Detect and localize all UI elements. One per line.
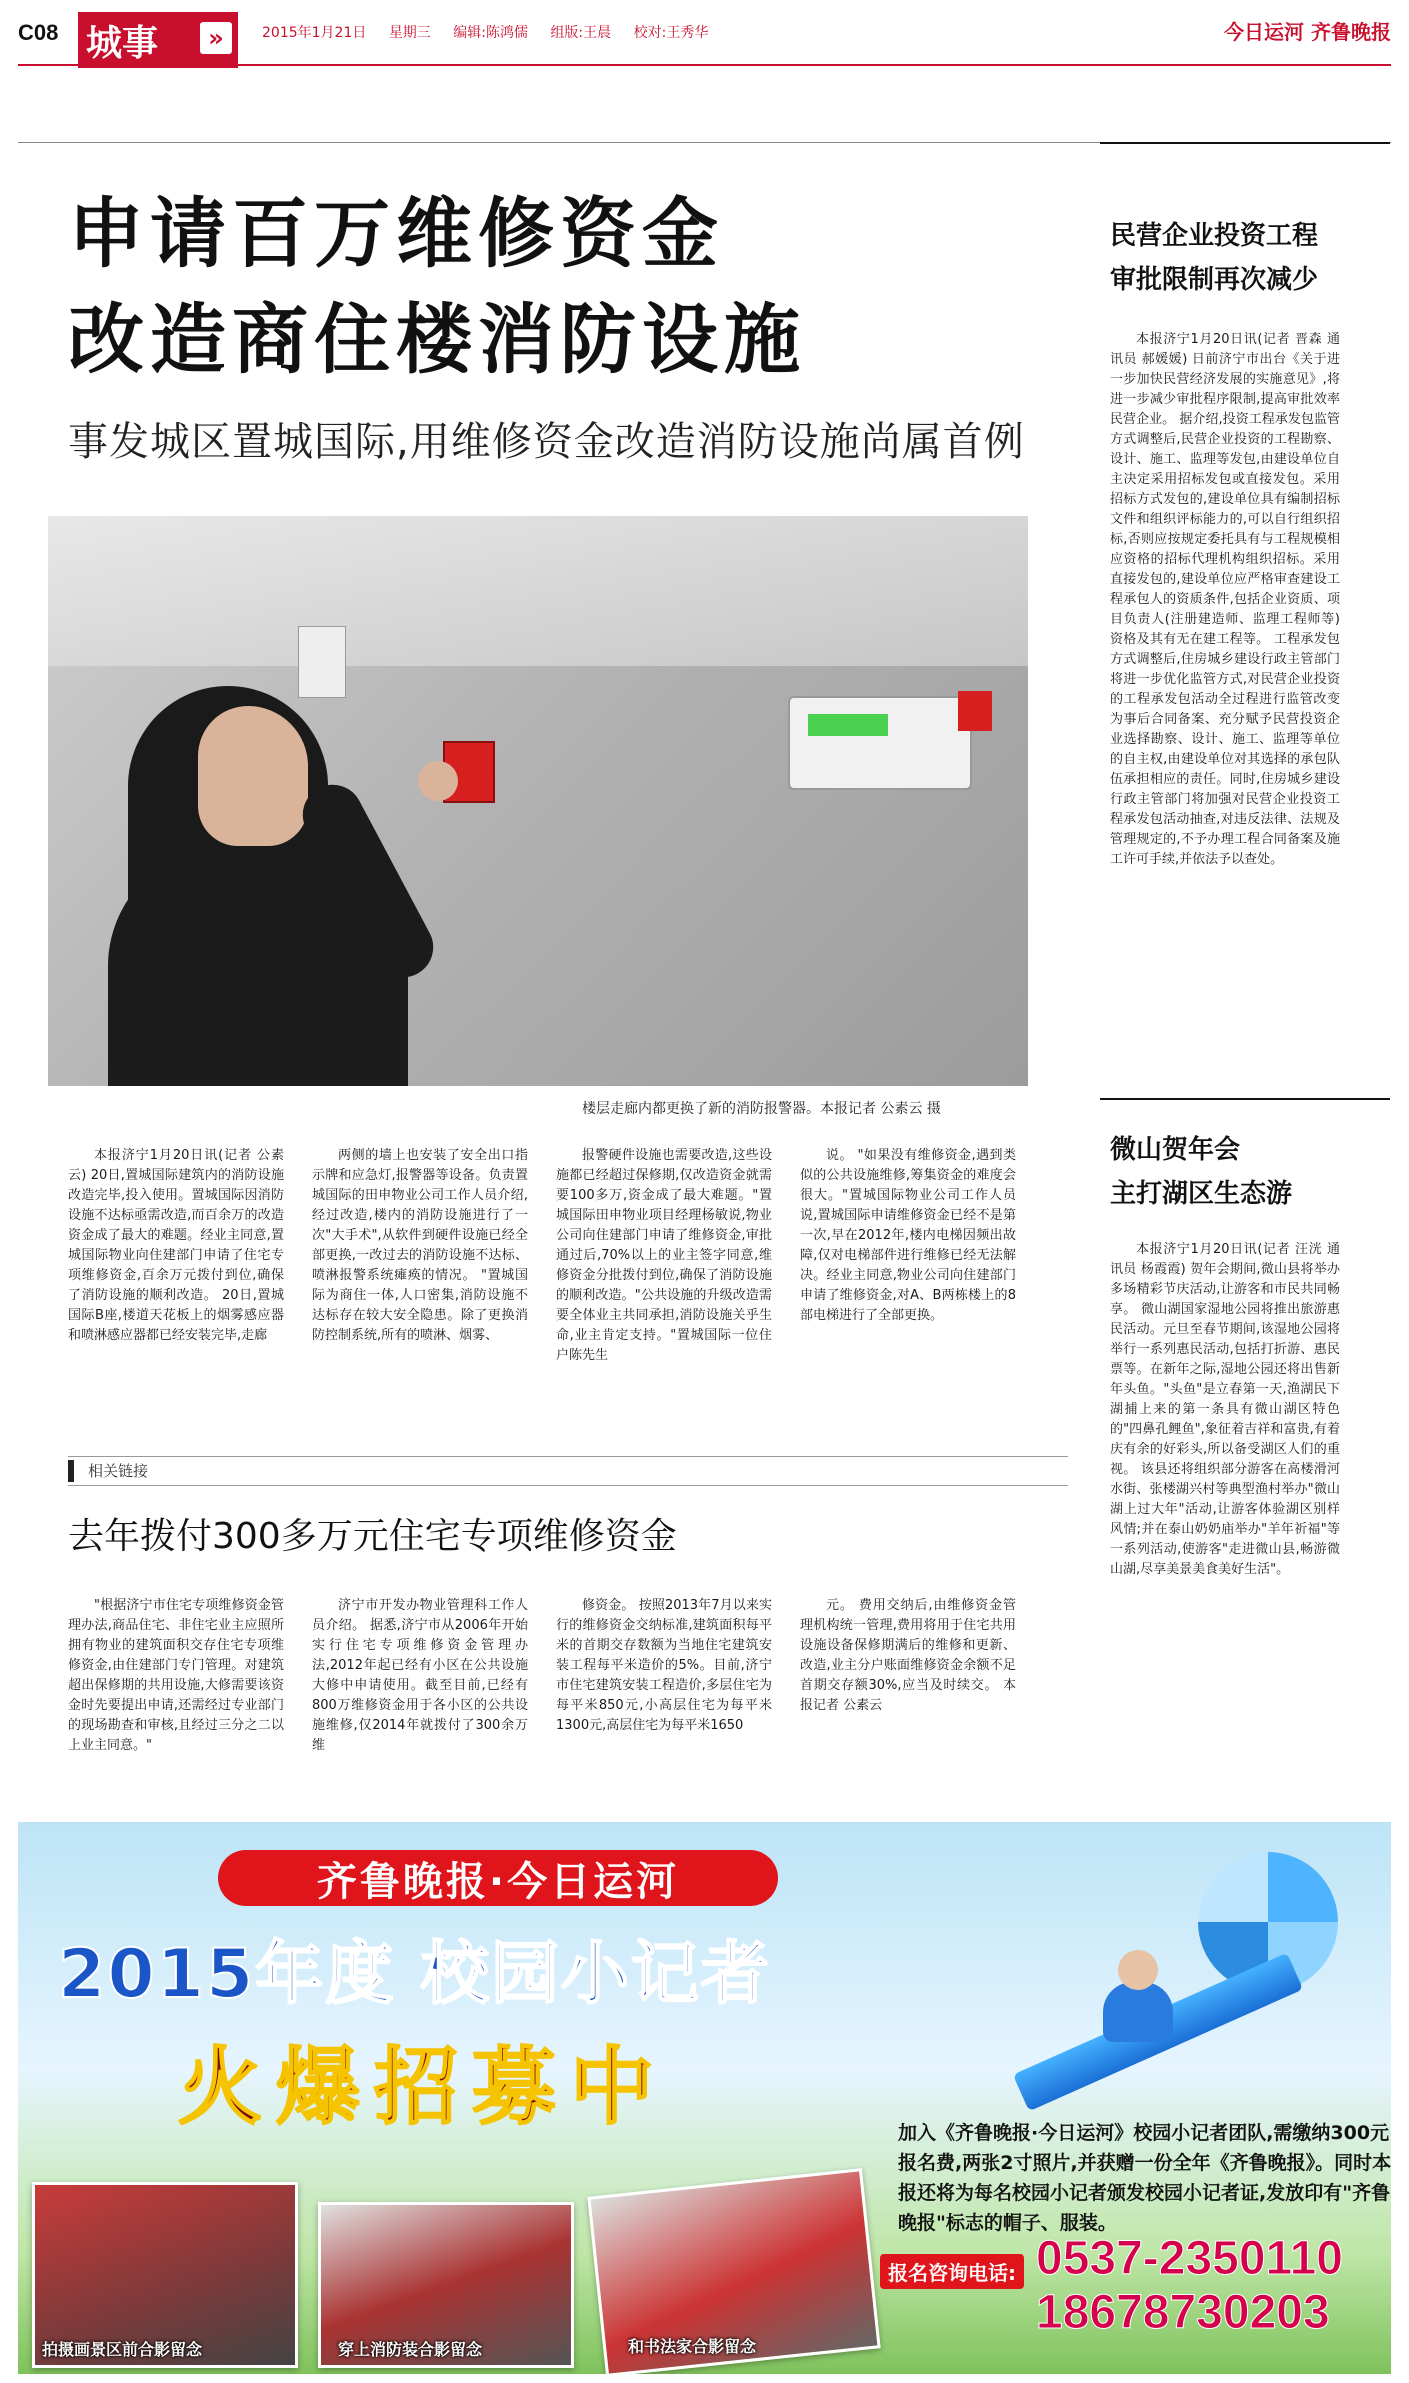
sidebar-story1-title-line1: 民营企业投资工程 — [1110, 221, 1319, 251]
article-column-2: 两侧的墙上也安装了安全出口指示牌和应急灯,报警器等设备。负责置城国际的田申物业公司工作人员介绍,经过改造,楼内的消防设施进行了一次"大手术",从软件到硬件设施已经全部更换,一改过去的消防设施不达标、喷淋报警系统瘫痪的情况。 "置城国际为商住一体,人口密集,消防设施不达标存在较大安全隐患。除了更换消防控制系统,所有的喷淋、烟雾、 — [312, 1148, 528, 1343]
ad-description: 加入《齐鲁晚报·今日运河》校园小记者团队,需缴纳300元报名费,两张2寸照片,并获赠一份全年《齐鲁晚报》。同时本报还将为每名校园小记者颁发校园小记者证,发放印有"齐鲁晚报"标志的帽子、服装。 — [898, 2122, 1391, 2234]
sidebar-story2-body: 本报济宁1月20日讯(记者 汪洸 通讯员 杨霞霞) 贺年会期间,微山县将举办多场精彩节庆活动,让游客和市民共同畅享。 微山湖国家湿地公园将推出旅游惠民活动。元旦至春节期间,该湿地公园将举行一系列惠民活动,包括打折游、惠民票等。在新年之际,湿地公园还将出售新年头鱼。"头鱼"是立春第一天,渔湖民下湖捕上来的第一条具有微山湖区特色的"四鼻孔鲤鱼",象征着吉祥和富贵,有着庆有余的好彩头,所以备受湖区人们的重视。 该县还将组织部分游客在高楼滑河水街、张楼湖兴村等典型渔村举办"微山湖上过大年"活动,让游客体验湖区别样风情;并在泰山奶奶庙举办"羊年祈福"等一系列活动,使游客"走进微山县,畅游微山湖,尽享美景美食美好生活"。 — [1110, 1242, 1340, 1577]
photo-control-panel — [788, 696, 972, 790]
kid-illustration-body — [1103, 1982, 1173, 2042]
related-column-2: 济宁市开发办物业管理科工作人员介绍。 据悉,济宁市从2006年开始实行住宅专项维修资金管理办法,2012年起已经有小区在公共设施大修中申请使用。截至目前,已经有800万维修资金用于各小区的公共设施维修,仅2014年就拨付了300余万维 — [312, 1598, 528, 1753]
related-bar — [68, 1456, 1068, 1486]
header-info — [262, 22, 726, 42]
header-divider — [18, 64, 1391, 66]
sidebar-story2-title-line1: 微山贺年会 — [1110, 1135, 1241, 1165]
ad-caption-2: 穿上消防装合影留念 — [338, 2340, 483, 2359]
header-brand: 今日运河 齐鲁晚报 — [1224, 20, 1391, 44]
kid-illustration-head — [1118, 1950, 1158, 1990]
photo-caption: 楼层走廊内都更换了新的消防报警器。本报记者 公素云 摄 — [582, 1101, 941, 1117]
ad-caption-3: 和书法家合影留念 — [628, 2337, 757, 2356]
photo-person-face — [198, 706, 308, 846]
related-column-4: 元。 费用交纳后,由维修资金管理机构统一管理,费用将用于住宅共用设施设备保修期满后的维修和更新、改造,业主分户账面维修资金余额不足首期交存额30%,应当及时续交。 本报记者 公素云 — [800, 1598, 1016, 1713]
article-column-4: 说。 "如果没有维修资金,遇到类似的公共设施维修,筹集资金的难度会很大。"置城国际物业公司工作人员说,置城国际申请维修资金已经不是第一次,早在2012年,楼内电梯因频出故障,仅对电梯部件进行维修已经无法解决。经业主同意,物业公司向住建部门申请了维修资金,对A、B两栋楼上的8部电梯进行了全部更换。 — [800, 1148, 1016, 1323]
weekday: 星期三 — [388, 25, 431, 41]
article-column-3: 报警硬件设施也需要改造,这些设施都已经超过保修期,仅改造资金就需要100多万,资金成了最大难题。"置城国际田申物业项目经理杨敏说,物业公司向住建部门申请了维修资金,审批通过后,70%以上的业主签字同意,维修资金分批拨付到位,确保了消防设施的顺利改造。"公共设施的升级改造需要全体业主共同承担,消防设施关乎生命,业主肯定支持。"置城国际一位住户陈先生 — [556, 1148, 772, 1363]
section-label: 城事 — [86, 22, 159, 64]
related-column-3: 修资金。 按照2013年7月以来实行的维修资金交纳标准,建筑面积每平米的首期交存数额为当地住宅建筑安装工程每平米造价的5%。目前,济宁市住宅建筑安装工程造价,多层住宅为每平米850元,小高层住宅为每平米1300元,高层住宅为每平米1650 — [556, 1598, 772, 1733]
editor: 编辑:陈鸿儒 — [453, 25, 528, 41]
ad-phone-numbers — [1036, 2232, 1343, 2340]
ad-brand: 齐鲁晚报·今日运河 — [218, 1850, 778, 1906]
ad-phone-1: 0537-2350110 — [1036, 2232, 1343, 2285]
article-column-1: 本报济宁1月20日讯(记者 公素云) 20日,置城国际建筑内的消防设施改造完毕,投入使用。置城国际因消防设施不达标亟需改造,而百余万的改造资金成了最大的难题。经业主同意,置城国际物业向住建部门申请了住宅专项维修资金,百余万元拨付到位,确保了消防设施的顺利改造。 20日,置城国际B座,楼道天花板上的烟雾感应器和喷淋感应器都已经安装完毕,走廊 — [68, 1148, 284, 1343]
sidebar-rule-top — [1100, 142, 1390, 144]
photo-wall-device — [298, 626, 346, 698]
ad-recruit: 火爆招募中 — [178, 2038, 669, 2136]
chevron-right-icon: » — [200, 22, 232, 54]
issue-date: 2015年1月21日 — [262, 25, 367, 41]
page-number: C08 — [18, 20, 59, 45]
news-photo — [48, 516, 1028, 1086]
photo-panel-sign — [958, 691, 992, 731]
ad-caption-1: 拍摄画景区前合影留念 — [42, 2340, 203, 2359]
sidebar-story1-body: 本报济宁1月20日讯(记者 晋森 通讯员 郝媛媛) 日前济宁市出台《关于进一步加快民营经济发展的实施意见》,将进一步减少审批程序限制,提高审批效率民营企业。 据介绍,投资工程承发包监管方式调整后,民营企业投资的工程勘察、设计、施工、监理等发包,由建设单位自主决定采用招标发包或直接发包。采用招标方式发包的,建设单位具有编制招标文件和组织评标能力的,可以自行组织招标,否则应按规定委托具有与工程规模相应资格的招标代理机构组织招标。采用直接发包的,建设单位应严格审查建设工程承包人的资质条件,包括企业资质、项目负责人(注册建造师、监理工程师等)资格及其有无在建工程等。 工程承发包方式调整后,住房城乡建设行政主管部门将进一步优化监管方式,对民营企业投资的工程承发包活动全过程进行监管改变为事后合同备案、充分赋予民营投资企业选择勘察、设计、施工、监理等单位的自主权,由建设单位对其选择的承包队伍承担相应的责任。同时,住房城乡建设行政主管部门将加强对民营企业投资工程承发包活动抽查,对违反法律、法规及管理规定的,不予办理工程合同备案及施工许可手续,并依法予以查处。 — [1110, 332, 1340, 867]
related-marker — [68, 1460, 74, 1482]
advertisement — [18, 1822, 1391, 2374]
ad-phone-label: 报名咨询电话: — [880, 2254, 1024, 2289]
sidebar-rule-mid — [1100, 1098, 1390, 1100]
ad-year-line: 2015年度 校园小记者 — [58, 1935, 771, 2014]
photo-panel-screen — [808, 714, 888, 736]
photo-ceiling — [48, 516, 1028, 666]
sidebar-story2-title-line2: 主打湖区生态游 — [1110, 1179, 1293, 1209]
headline-line2: 改造商住楼消防设施 — [68, 295, 806, 384]
ad-phone-2: 18678730203 — [1036, 2286, 1330, 2339]
proofreader: 校对:王秀华 — [633, 25, 709, 41]
related-title: 去年拨付300多万元住宅专项维修资金 — [68, 1516, 677, 1557]
related-column-1: "根据济宁市住宅专项维修资金管理办法,商品住宅、非住宅业主应照所拥有物业的建筑面积交存住宅专项维修资金,由住建部门专门管理。对建筑超出保修期的共用设施,大修需要该资金时先要提出申请,还需经过专业部门的现场勘查和审核,且经过三分之二以上业主同意。" — [68, 1598, 284, 1753]
photo-person-hand — [418, 761, 458, 801]
subheadline: 事发城区置城国际,用维修资金改造消防设施尚属首例 — [68, 419, 1025, 465]
layout-editor: 组版:王晨 — [550, 25, 612, 41]
related-tag: 相关链接 — [80, 1458, 156, 1483]
headline-line1: 申请百万维修资金 — [68, 189, 724, 278]
sidebar-story1-title-line2: 审批限制再次减少 — [1110, 265, 1319, 295]
